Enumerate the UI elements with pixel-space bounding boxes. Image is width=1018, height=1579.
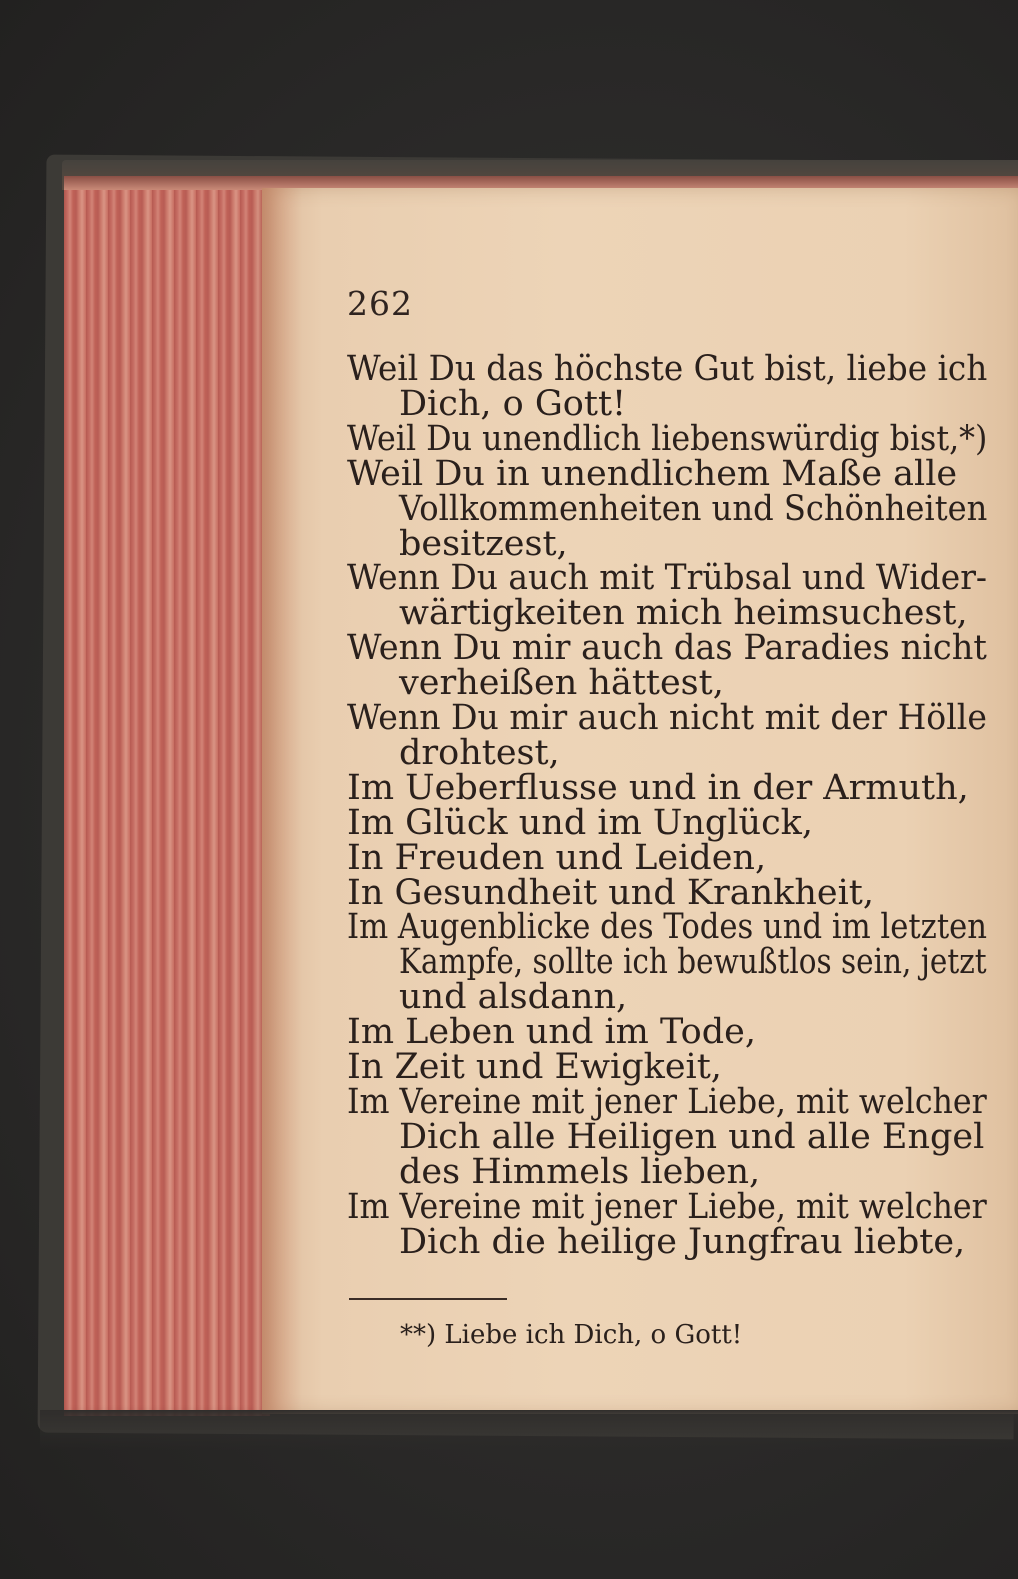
text-line: des Himmels lieben, (399, 1151, 761, 1192)
text-line: und alsdann, (399, 977, 628, 1018)
text-line: Wenn Du mir auch nicht mit der Hölle (347, 698, 987, 738)
text-line: besitzest, (399, 523, 568, 564)
text-line: Dich, o Gott! (399, 383, 627, 424)
text-line: In Zeit und Ewigkeit, (347, 1047, 722, 1087)
text-line: In Gesundheit und Krankheit, (347, 872, 874, 913)
page-gutter-stain (262, 188, 302, 1414)
text-line: Weil Du unendlich liebenswürdig bist,*) (347, 418, 988, 459)
text-line: Wenn Du auch mit Trübsal und Wider- (347, 558, 988, 599)
text-line: Im Augenblicke des Todes und im letzten (347, 907, 988, 948)
text-line: Im Glück und im Unglück, (347, 802, 814, 843)
text-line: Dich die heilige Jungfrau liebte, (399, 1221, 966, 1262)
text-line: verheißen hättest, (399, 663, 724, 704)
bottom-shadow (40, 1410, 1018, 1450)
text-line: In Freuden und Leiden, (347, 837, 767, 878)
text-line: Wenn Du mir auch das Paradies nicht (347, 628, 987, 669)
text-line: Dich alle Heiligen und alle Engel (399, 1116, 985, 1157)
footnote: **) Liebe ich Dich, o Gott! (400, 1320, 743, 1350)
text-line: drohtest, (399, 732, 560, 773)
text-line: Kampfe, sollte ich bewußtlos sein, jetzt (399, 942, 987, 983)
text-line: Im Leben und im Tode, (347, 1012, 756, 1053)
text-line: Im Ueberflusse und in der Armuth, (347, 767, 969, 808)
text-line: wärtigkeiten mich heimsuchest, (399, 593, 968, 634)
page-edges-red (64, 178, 270, 1416)
text-line: Weil Du das höchste Gut bist, liebe ich (347, 349, 988, 389)
text-line: Im Vereine mit jener Liebe, mit welcher (347, 1081, 987, 1122)
text-line: Vollkommenheiten und Schönheiten (399, 488, 988, 529)
footnote-rule (349, 1298, 507, 1300)
text-line: Weil Du in unendlichem Maße alle (347, 453, 958, 494)
page-number: 262 (347, 284, 413, 323)
text-line: Im Vereine mit jener Liebe, mit welcher (347, 1186, 987, 1227)
